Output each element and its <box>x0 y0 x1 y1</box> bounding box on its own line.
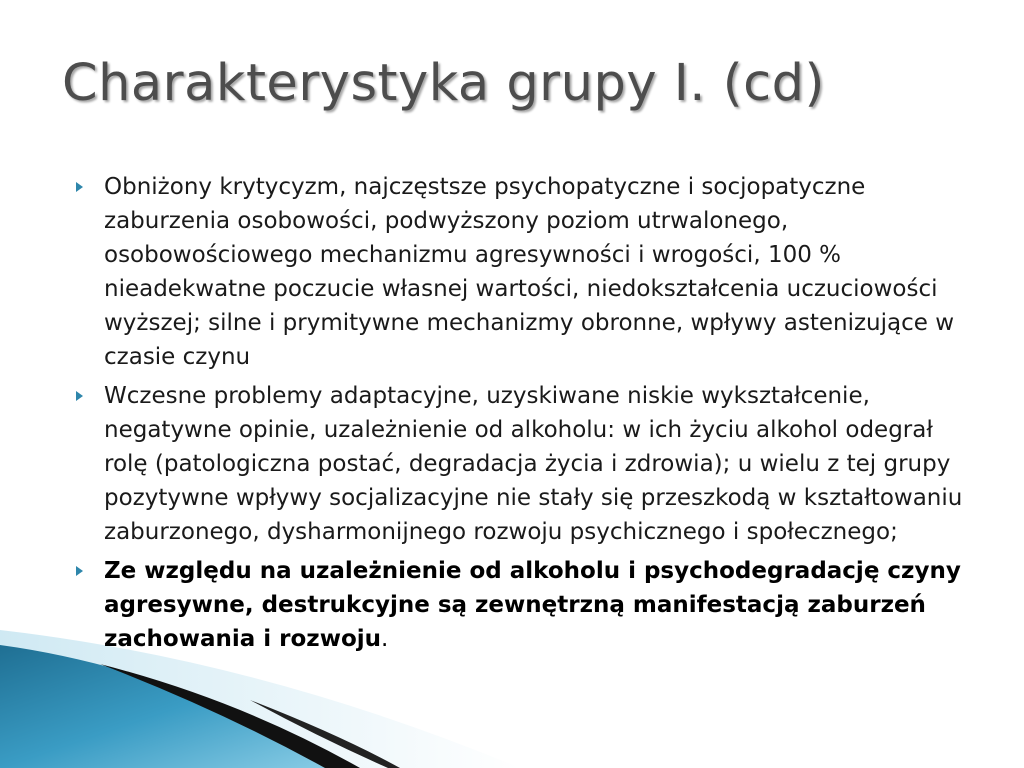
triangle-bullet-icon <box>76 182 83 192</box>
triangle-bullet-icon <box>76 391 83 401</box>
triangle-bullet-icon <box>76 566 83 576</box>
bullet-text: Ze względu na uzależnienie od alkoholu i psychodegradację czyny agresywne, destrukcyjne są zewnętrzną manifestacją zaburzeń zachowania i rozwoju <box>104 558 961 652</box>
bullet-item <box>72 170 967 374</box>
bullet-item <box>72 554 967 656</box>
bullet-item <box>72 379 967 549</box>
slide-title: Charakterystyka grupy I. (cd) <box>62 54 825 113</box>
bullet-text: Obniżony krytycyzm, najczęstsze psychopatyczne i socjopatyczne zaburzenia osobowości, podwyższony poziom utrwalonego, osobowościowego mechanizmu agresywności i wrogości, 100 % nieadekwatne poczucie własnej wartości, niedokształcenia uczuciowości wyższej; silne i prymitywne mechanizmy obronne, wpływy astenizujące w czasie czynu <box>104 174 955 370</box>
bullet-trailing-period: . <box>381 626 389 652</box>
bullet-list <box>72 170 967 661</box>
bullet-text: Wczesne problemy adaptacyjne, uzyskiwane niskie wykształcenie, negatywne opinie, uzależnienie od alkoholu: w ich życiu alkohol odegrał rolę (patologiczna postać, degradacja życia i zdrowia); u wielu z tej grupy pozytywne wpływy socjalizacyjne nie stały się przeszkodą w kształtowaniu zaburzonego, dysharmonijnego rozwoju psychicznego i społecznego; <box>104 383 963 545</box>
